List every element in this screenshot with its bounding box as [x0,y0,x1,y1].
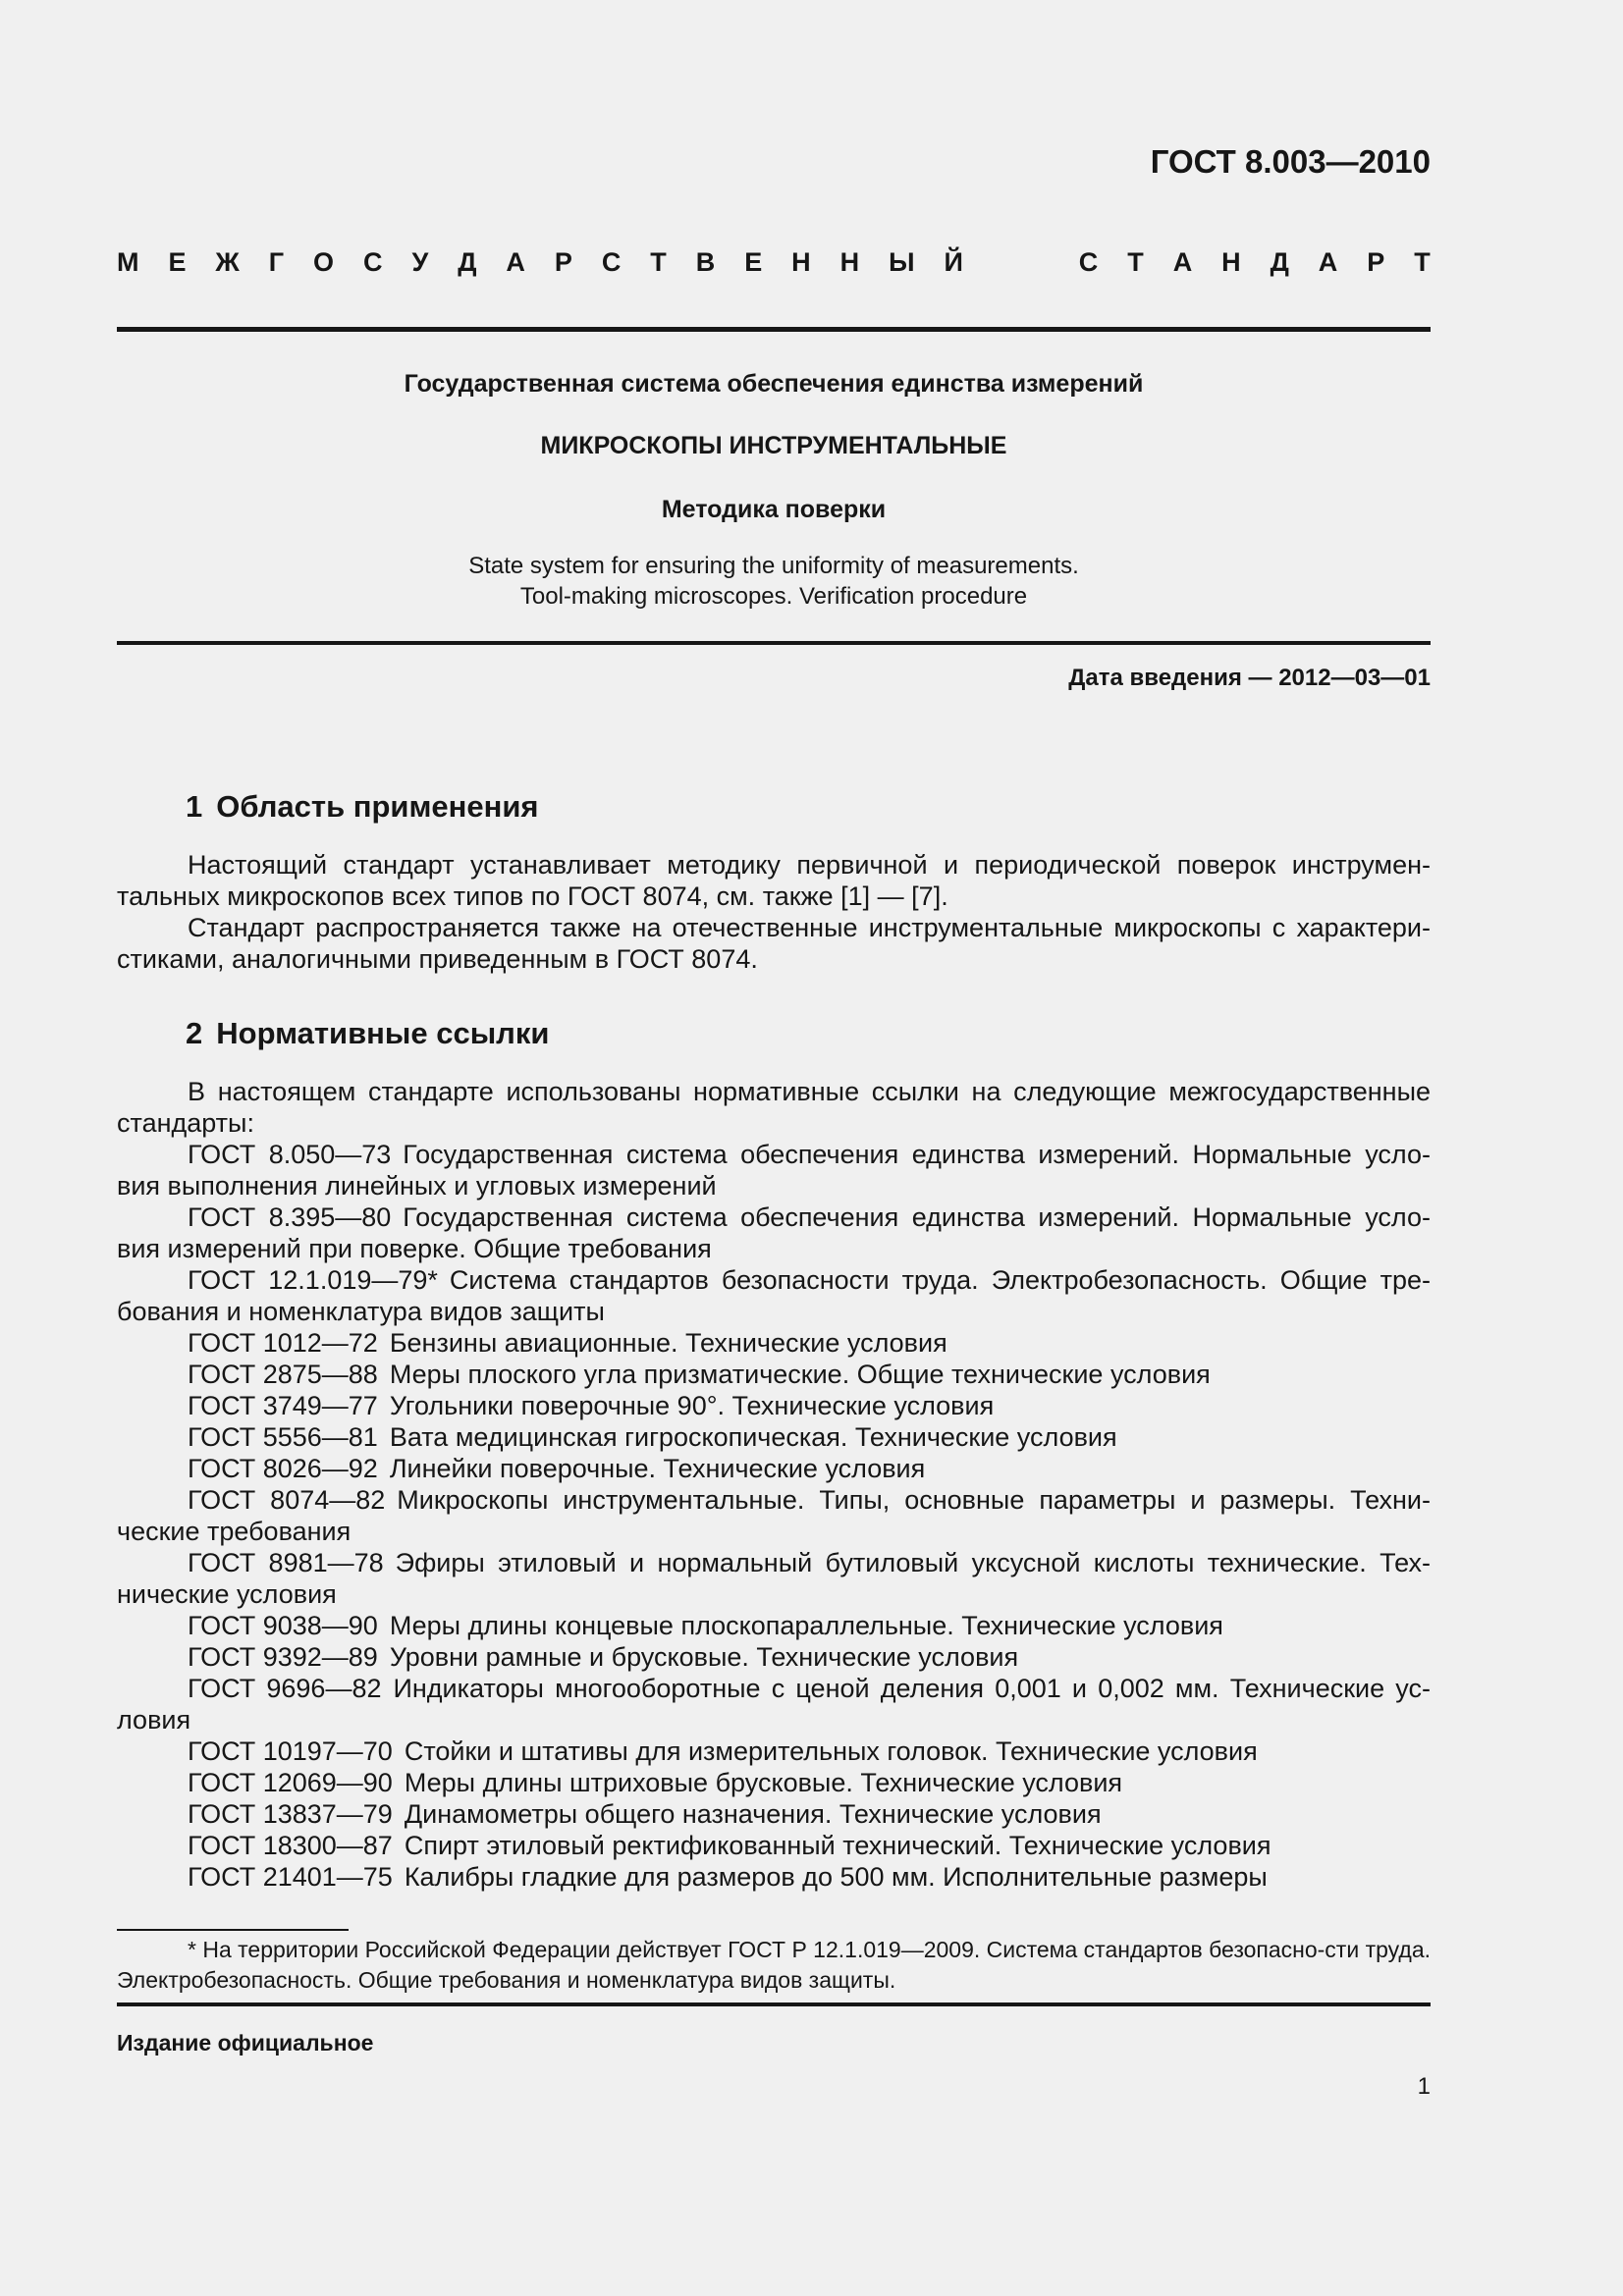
document-subtitle: Методика поверки [661,496,887,523]
reference-title: Калибры гладкие для размеров до 500 мм. Исполнительные размеры [404,1862,1268,1892]
footnote [117,1935,1431,1996]
reference-item [117,1359,1431,1390]
reference-item [117,1421,1431,1453]
reference-title: Бензины авиационные. Технические условия [389,1328,947,1358]
reference-code: ГОСТ 9392—89 [188,1642,378,1672]
reference-item [117,1610,1431,1641]
reference-title: Микроскопы инструментальные. Типы, основные параметры и размеры. Техни-ческие требования [117,1485,1431,1546]
reference-title: Спирт этиловый ректификованный технический. Технические условия [404,1831,1271,1860]
reference-code: ГОСТ 9696—82 [188,1674,382,1703]
letter: Г [268,247,285,277]
letter: Н [1221,247,1241,277]
section-title: Область применения [216,789,539,824]
reference-item [117,1201,1431,1264]
reference-item [117,1547,1431,1610]
paragraph-text: В настоящем стандарте использованы нормативные ссылки на следующие межгосударственные стандарты: [117,1077,1431,1138]
reference-item [117,1767,1431,1798]
section-1-paragraph-2 [117,912,1431,975]
standard-type-heading [117,247,1431,278]
letter: С [1078,247,1099,277]
reference-title: Линейки поверочные. Технические условия [389,1454,926,1483]
reference-title: Система стандартов безопасности труда. Электробезопасность. Общие тре-бования и номенклатура видов защиты [117,1265,1431,1326]
english-title-line-2: Tool-making microscopes. Verification procedure [519,583,1028,610]
reference-code: ГОСТ 10197—70 [188,1736,393,1766]
reference-title: Стойки и штативы для измерительных головок. Технические условия [404,1736,1258,1766]
letter: А [1172,247,1193,277]
reference-item [117,1735,1431,1767]
section-number: 2 [186,1016,203,1050]
letter: А [1318,247,1338,277]
letter: С [601,247,622,277]
letter: Р [1367,247,1385,277]
section-2-heading [186,1016,549,1051]
letter: Т [650,247,667,277]
letter: Ж [215,247,240,277]
reference-title: Индикаторы многооборотные с ценой деления 0,001 и 0,002 мм. Технические ус-ловия [117,1674,1431,1735]
letter: Е [744,247,763,277]
letter: Т [1414,247,1431,277]
reference-code: ГОСТ 9038—90 [188,1611,378,1640]
reference-code: ГОСТ 13837—79 [188,1799,393,1829]
system-title: Государственная система обеспечения единства измерений [404,370,1144,398]
letter: О [313,247,335,277]
reference-title: Эфиры этиловый и нормальный бутиловый уксусной кислоты технические. Тех-нические условия [117,1548,1431,1609]
letter: Д [458,247,477,277]
footer-divider [117,2002,1431,2006]
reference-item [117,1641,1431,1673]
reference-code: ГОСТ 8074—82 [188,1485,386,1515]
reference-item [117,1830,1431,1861]
letter: Н [839,247,860,277]
letter: Д [1270,247,1289,277]
section-number: 1 [186,789,203,824]
letter: У [411,247,429,277]
letter: Й [944,247,963,277]
reference-code: ГОСТ 1012—72 [188,1328,378,1358]
reference-code: ГОСТ 2875—88 [188,1360,378,1389]
reference-title: Меры длины концевые плоскопараллельные. Технические условия [389,1611,1223,1640]
letter: В [695,247,716,277]
introduction-date: Дата введения — 2012—03—01 [1068,665,1431,691]
paragraph-text: Настоящий стандарт устанавливает методику первичной и периодической поверок инструмен-тальных микроскопов всех типов по ГОСТ 8074, см. также [1] — [7]. [117,850,1431,911]
reference-item [117,1139,1431,1201]
letter: Е [168,247,187,277]
reference-code: ГОСТ 8981—78 [188,1548,384,1577]
reference-item [117,1484,1431,1547]
reference-title: Вата медицинская гигроскопическая. Технические условия [389,1422,1117,1452]
letter: Р [554,247,572,277]
section-2-intro [117,1076,1431,1139]
reference-code: ГОСТ 21401—75 [188,1862,393,1892]
reference-title: Меры длины штриховые брусковые. Технические условия [404,1768,1123,1797]
reference-title: Государственная система обеспечения единства измерений. Нормальные усло-вия измерений при поверке. Общие требования [117,1202,1431,1263]
section-1-heading [186,789,539,825]
reference-code: ГОСТ 3749—77 [188,1391,378,1420]
reference-title: Угольники поверочные 90°. Технические условия [389,1391,995,1420]
paragraph-text: Стандарт распространяется также на отечественные инструментальные микроскопы с характери-стиками, аналогичными приведенным в ГОСТ 8074. [117,913,1431,974]
reference-code: ГОСТ 5556—81 [188,1422,378,1452]
header-divider [117,327,1431,332]
reference-code: ГОСТ 8.050—73 [188,1140,392,1169]
letter: С [363,247,383,277]
reference-code: ГОСТ 8.395—80 [188,1202,392,1232]
title-divider [117,641,1431,645]
reference-item [117,1390,1431,1421]
letter: Ы [889,247,915,277]
reference-code: ГОСТ 12.1.019—79* [188,1265,438,1295]
letter: М [117,247,139,277]
reference-item [117,1798,1431,1830]
reference-title: Меры плоского угла призматические. Общие технические условия [389,1360,1211,1389]
edition-label: Издание официальное [117,2030,374,2056]
standard-number: ГОСТ 8.003—2010 [1150,143,1431,180]
reference-title: Государственная система обеспечения единства измерений. Нормальные усло-вия выполнения линейных и угловых измерений [117,1140,1431,1201]
letter: Т [1127,247,1144,277]
english-title-line-1: State system for ensuring the uniformity of measurements. [468,553,1079,579]
reference-item [117,1861,1431,1893]
reference-title: Динамометры общего назначения. Технические условия [404,1799,1102,1829]
footnote-text: * На территории Российской Федерации действует ГОСТ Р 12.1.019—2009. Система стандартов безопасно-сти труда. Электробезопасность. Общие требования и номенклатура видов защиты. [117,1937,1431,1993]
word-gap [993,247,1050,278]
page-number: 1 [1417,2073,1431,2100]
document-title: МИКРОСКОПЫ ИНСТРУМЕНТАЛЬНЫЕ [540,432,1007,459]
letter: Н [791,247,811,277]
reference-code: ГОСТ 18300—87 [188,1831,393,1860]
reference-title: Уровни рамные и брусковые. Технические условия [389,1642,1019,1672]
section-1-paragraph-1 [117,849,1431,912]
footnote-separator [117,1929,349,1931]
reference-code: ГОСТ 8026—92 [188,1454,378,1483]
section-title: Нормативные ссылки [216,1016,550,1050]
reference-item [117,1453,1431,1484]
reference-item [117,1264,1431,1327]
reference-code: ГОСТ 12069—90 [188,1768,393,1797]
reference-item [117,1673,1431,1735]
reference-item [117,1327,1431,1359]
letter: А [506,247,525,277]
